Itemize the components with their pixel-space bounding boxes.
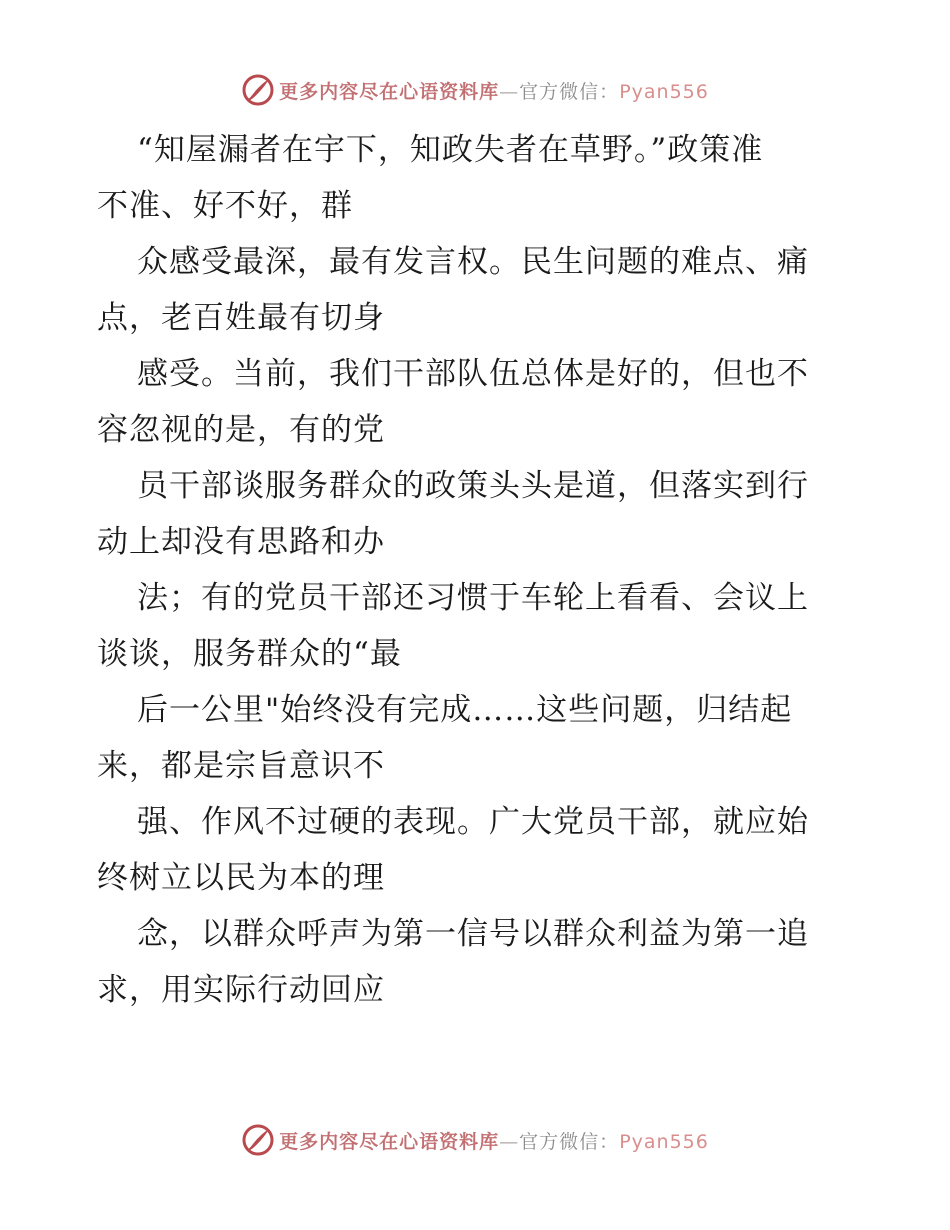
banner-dash: — — [499, 80, 520, 103]
text-line-5: 感受。当前，我们干部队伍总体是好的，但也不 — [137, 356, 809, 392]
banner-dash: — — [499, 1130, 520, 1153]
banner-wechat-id: Pyan556 — [619, 80, 709, 103]
text-line-10: 谈谈，服务群众的“最 — [97, 636, 402, 672]
text-line-8: 动上却没有思路和办 — [97, 524, 385, 560]
quill-pen-logo-icon — [241, 73, 275, 107]
text-line-3: 众感受最深，最有发言权。民生问题的难点、痛 — [137, 244, 809, 280]
text-line-7: 员干部谈服务群众的政策头头是道，但落实到行 — [137, 468, 809, 504]
text-line-2: 不准、好不好，群 — [97, 188, 353, 224]
quill-pen-logo-icon — [241, 1123, 275, 1157]
banner-brand: 更多内容尽在心语资料库 — [279, 1130, 500, 1153]
banner-wechat-label: 官方微信： — [519, 1130, 620, 1153]
text-line-13: 强、作风不过硬的表现。广大党员干部，就应始 — [137, 804, 809, 840]
footer-banner — [0, 1122, 950, 1158]
banner-text — [279, 1127, 709, 1154]
text-line-14: 终树立以民为本的理 — [97, 860, 385, 896]
header-banner — [0, 72, 950, 108]
banner-wechat-id: Pyan556 — [619, 1130, 709, 1153]
banner-brand: 更多内容尽在心语资料库 — [279, 80, 500, 103]
text-line-11: 后一公里"始终没有完成……这些问题，归结起 — [137, 692, 793, 728]
text-line-4: 点，老百姓最有切身 — [97, 300, 385, 336]
text-line-12: 来，都是宗旨意识不 — [97, 748, 385, 784]
text-line-6: 容忽视的是，有的党 — [97, 412, 385, 448]
text-line-1: “知屋漏者在宇下，知政失者在草野。”政策准 — [137, 132, 764, 168]
text-line-16: 求，用实际行动回应 — [97, 972, 385, 1008]
text-line-15: 念，以群众呼声为第一信号以群众利益为第一追 — [137, 916, 809, 952]
text-line-9: 法；有的党员干部还习惯于车轮上看看、会议上 — [137, 580, 809, 616]
banner-wechat-label: 官方微信： — [519, 80, 620, 103]
banner-text — [279, 77, 709, 104]
document-body — [97, 122, 857, 1018]
